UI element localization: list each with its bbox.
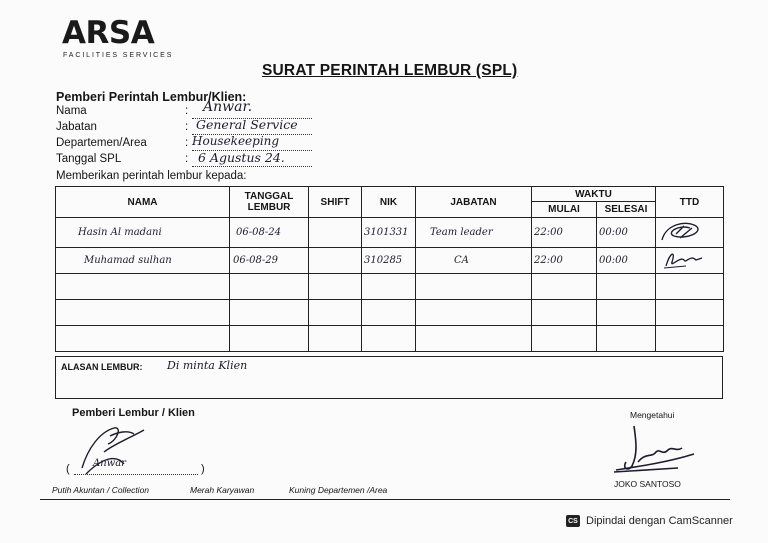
cell-nama — [56, 300, 230, 326]
cell-nik — [362, 326, 416, 352]
company-logo-subtitle: FACILITIES SERVICES — [63, 52, 174, 59]
cell-shift — [309, 218, 362, 248]
cell-jabatan — [416, 274, 532, 300]
field-value-tanggal: 6 Agustus 24. — [198, 150, 285, 165]
giver-heading: Pemberi Perintah Lembur/Klien: — [56, 90, 247, 104]
cell-mulai — [532, 326, 597, 352]
cell-selesai — [597, 326, 656, 352]
header-tanggal: TANGGAL LEMBUR — [230, 187, 309, 218]
signature-mark — [656, 248, 716, 270]
cell-nik: 310285 — [362, 248, 416, 274]
cell-mulai — [532, 300, 597, 326]
intro-text: Memberikan perintah lembur kepada: — [56, 170, 247, 182]
field-value-departemen: Housekeeping — [192, 134, 280, 148]
cell-selesai: 00:00 — [597, 248, 656, 274]
header-waktu: WAKTU — [532, 187, 656, 202]
cell-selesai — [597, 300, 656, 326]
header-ttd: TTD — [656, 187, 724, 218]
reason-label: ALASAN LEMBUR: — [61, 362, 143, 372]
cell-ttd — [656, 300, 724, 326]
field-label-departemen: Departemen/Area — [56, 137, 147, 149]
colon: : — [185, 105, 189, 117]
cell-tanggal — [230, 326, 309, 352]
reason-value: Di minta Klien — [167, 359, 248, 372]
header-nama: NAMA — [56, 187, 230, 218]
cell-mulai: 22:00 — [532, 218, 597, 248]
field-label-nama: Nama — [56, 105, 87, 117]
camscanner-logo-icon: CS — [566, 515, 580, 527]
copy-note-red: Merah Karyawan — [190, 485, 255, 495]
reason-box — [55, 356, 723, 399]
field-label-tanggal: Tanggal SPL — [56, 153, 122, 165]
field-value-jabatan: General Service — [196, 117, 298, 132]
dotted-line — [192, 166, 312, 167]
cell-jabatan — [416, 300, 532, 326]
header-jabatan: JABATAN — [416, 187, 532, 218]
cell-tanggal: 06-08-29 — [230, 248, 309, 274]
colon: : — [185, 137, 189, 149]
cell-ttd — [656, 274, 724, 300]
acknowledged-label: Mengetahui — [630, 410, 675, 420]
cell-shift — [309, 326, 362, 352]
field-value-nama: Anwar. — [203, 99, 253, 115]
cell-shift — [309, 248, 362, 274]
copy-note-yellow: Kuning Departemen /Area — [289, 485, 388, 495]
table-row — [56, 300, 724, 326]
giver-paren-open: ( — [66, 463, 70, 475]
cell-nama — [56, 326, 230, 352]
cell-jabatan: Team leader — [416, 218, 532, 248]
cell-nik — [362, 300, 416, 326]
cell-shift — [309, 300, 362, 326]
cell-mulai: 22:00 — [532, 248, 597, 274]
cell-tanggal — [230, 274, 309, 300]
document-title: SURAT PERINTAH LEMBUR (SPL) — [262, 62, 518, 79]
cell-tanggal: 06-08-24 — [230, 218, 309, 248]
giver-signature-name: Anwar — [93, 458, 126, 469]
cell-nik: 3101331 — [362, 218, 416, 248]
giver-signature-heading: Pemberi Lembur / Klien — [72, 407, 195, 419]
header-mulai: MULAI — [532, 202, 597, 218]
field-label-jabatan: Jabatan — [56, 121, 97, 133]
cell-selesai — [597, 274, 656, 300]
header-nik: NIK — [362, 187, 416, 218]
cell-jabatan — [416, 326, 532, 352]
acknowledged-name: JOKO SANTOSO — [614, 479, 681, 489]
acknowledged-signature-mark — [612, 422, 698, 478]
header-shift: SHIFT — [309, 187, 362, 218]
company-logo: ARSA — [62, 15, 155, 51]
cell-mulai — [532, 274, 597, 300]
header-selesai: SELESAI — [597, 202, 656, 218]
cell-nik — [362, 274, 416, 300]
cell-ttd — [656, 248, 724, 274]
cell-nama: Hasin Al madani — [56, 218, 230, 248]
cell-tanggal — [230, 300, 309, 326]
cell-jabatan: CA — [416, 248, 532, 274]
giver-signature-mark — [74, 418, 164, 482]
table-row — [56, 218, 724, 248]
cell-selesai: 00:00 — [597, 218, 656, 248]
copy-note-white: Putih Akuntan / Collection — [52, 485, 150, 495]
cell-ttd — [656, 218, 724, 248]
signature-dotted-line — [74, 474, 198, 475]
colon: : — [185, 153, 189, 165]
colon: : — [185, 121, 189, 133]
camscanner-text: Dipindai dengan CamScanner — [586, 515, 733, 527]
signature-mark — [656, 218, 716, 244]
cell-shift — [309, 274, 362, 300]
cell-nama: Muhamad sulhan — [56, 248, 230, 274]
table-row — [56, 326, 724, 352]
camscanner-watermark — [566, 515, 733, 527]
giver-paren-close: ) — [201, 463, 205, 475]
table-row — [56, 274, 724, 300]
table-row — [56, 248, 724, 274]
bottom-rule — [40, 499, 730, 500]
cell-nama — [56, 274, 230, 300]
cell-ttd — [656, 326, 724, 352]
overtime-table — [55, 186, 724, 352]
